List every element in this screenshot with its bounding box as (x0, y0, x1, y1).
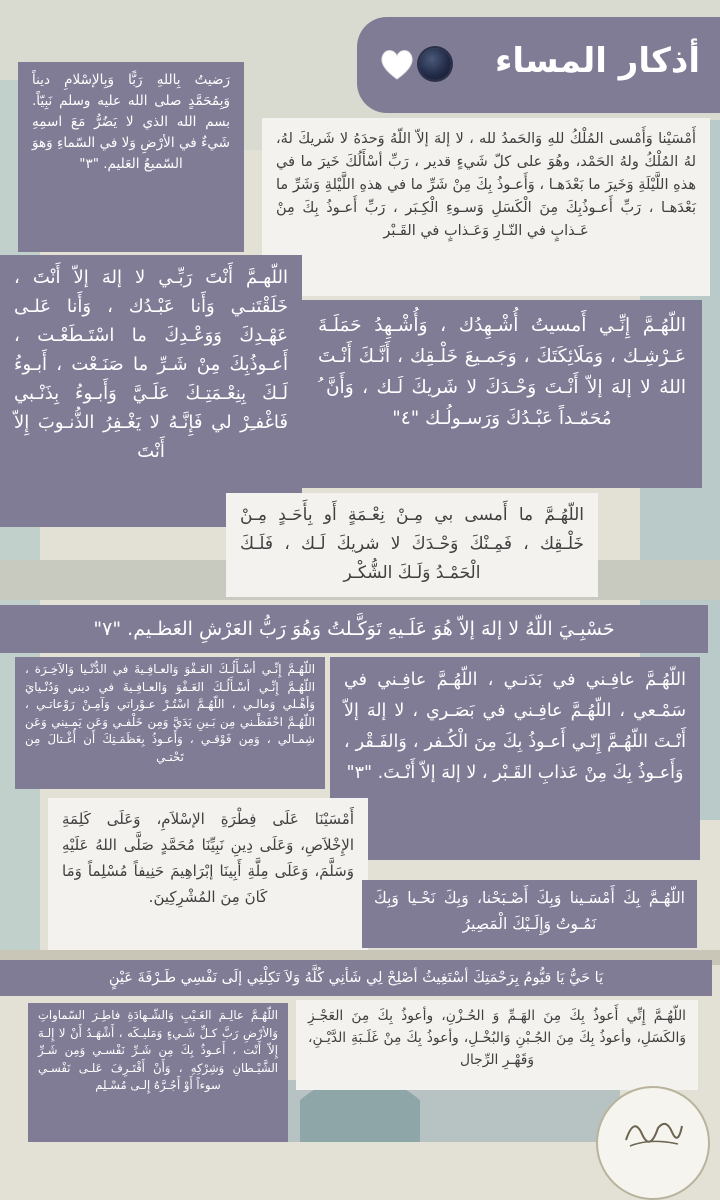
dhikr-card-bika-amsayna (362, 880, 697, 948)
dhikr-card-afini (330, 657, 700, 860)
dhikr-card-ushhiduk (302, 300, 702, 488)
dhikr-text: حَسْبِـيَ اللّهُ لا إلهَ إلاّ هُوَ عَلَـيهِ تَوَكَّـلتُ وَهُوَ رَبُّ العَرْشِ العَظـيم. "٧" (93, 618, 615, 640)
signature-stamp-icon (620, 1110, 686, 1150)
header-pill (357, 17, 720, 113)
dhikr-text: اللّهُـمَّ بِكَ أَمْسَـينا وَبِكَ أَصْـبَحْنا، وَبِكَ نَحْـيا وَبِكَ نَمُـوتُ وَإِلَـيْكَ الْمَصِيرُ (374, 889, 685, 933)
signature-badge (596, 1086, 710, 1200)
dhikr-card-hasbiyallah (0, 605, 708, 653)
dhikr-text: اللّهُـمَّ إِنِّي أَعوذُ بِكَ مِنَ الهَـمِّ وَ الحُـزْنِ، وأعوذُ بِكَ مِنَ العَجْـزِ وَالكَسَلِ، وأعوذُ بِكَ مِنَ الجُـبْنِ وَالبُخْـلِ، وأعوذُ بِكَ مِنْ غَلَـبَةِ الدَّيْـنِ، وَقَهْـرِ الرِّجال (308, 1008, 686, 1068)
moon-icon (419, 48, 451, 80)
dhikr-text: اللّهُـمَّ عالِـمَ الغَـيْبِ وَالشّـهادَةِ فاطِـرَ السّماواتِ وَالأرْضِ رَبَّ كـلِّ شَـيءٍ وَمَليـكَه ، أَشْهَـدُ أَنْ لا إِلـهَ إِلاّ أَنْت ، أَعـوذُ بِكَ مِن شَـرِّ نَفْسـي وَمِن شَـرِّ الشَّيْـطانِ وَشِرْكِهِ ، وَأَنْ أَقْتَـرِفَ عَلـى نَفْسـي سوءاً أَوْ أَجُـرَّهُ إِلـى مُسْـلِم (38, 1008, 278, 1092)
dhikr-card-ya-hayy (0, 960, 712, 996)
dhikr-text: يَا حَيُّ يَا قيُّومُ بِرَحْمَتِكَ أسْتَغِيثُ أصْلِحْ لِي شَأنِي كُلَّهُ وَلاَ تَكِلْنِي إلَى نَفْسِي طَـرْفَةَ عَيْنٍ (108, 970, 604, 986)
dhikr-card-al-afw (15, 657, 325, 789)
dhikr-text: اللّهُـمَّ إِنِّـي أَمسيتُ أُشْـهِدُك ، وَأُشْـهِدُ حَمَلَـةَ عَـرْشِـك ، وَمَلَائِكَتَكَ ، وَجَمـيعَ خَلْـقِك ، أَنَّـكَ أَنْـتَ اللهُ لا إلهَ إلاّ أَنْـتَ وَحْـدَكَ لا شَريكَ لَـك ، وَأَنَّ ُ مُحَمّـداً عَبْـدُكَ وَرَسـولُـك "٤" (318, 315, 686, 429)
page-title: أذكار المساء (494, 41, 700, 81)
dhikr-text: اللّهُـمَّ ما أَمسى بي مِـنْ نِعْـمَةٍ أَو بِأَحَـدٍ مِـنْ خَلْـقِك ، فَمِـنْكَ وَحْـدَكَ لا شريكَ لَـك ، فَلَـكَ الْحَمْـدُ وَلَـكَ الشُّكْـر (240, 505, 584, 583)
dhikr-text: اللّهُـمَّ عافِـني في بَدَنـي ، اللّهُـمَّ عافِـني في سَمْـعي ، اللّهُـمَّ عافِـني في بَصَـري ، لا إلهَ إلاّ أَنْـتَ اللّهُـمَّ إِنّـي أَعـوذُ بِكَ مِنَ الْكُـفر ، وَالفَـقْر ، وَأَعـوذُ بِكَ مِنْ عَذابِ القَـبْر ، لا إلهَ إلاّ أَنْـتَ. "٣" (344, 670, 686, 783)
dhikr-text: اللّهـمَّ أَنْتَ رَبِّـي لا إلهَ إلاّ أَنْتَ ، خَلَقْتَنـي وَأَنا عَبْـدُك ، وَأَنا عَلـى عَهْـدِكَ وَوَعْـدِكَ ما اسْتَـطَعْـت ، أَعـوذُبِكَ مِنْ شَـرِّ ما صَنَـعْت ، أَبـوءُ لَـكَ بِنِعْـمَتِـكَ عَلَـيَّ وَأَبـوءُ بِذَنْـبي فَاغْفـِرْ لي فَإِنَّـهُ لا يَغْـفِرُ الذُّنـوبَ إِلاّ أَنْتَ (14, 267, 288, 462)
dhikr-card-al-hamm (296, 1000, 698, 1090)
dhikr-text: أَمْسَيْنَا عَلَى فِطْرَةِ الإسْلاَمِ، وَعَلَى كَلِمَةِ الإِخْلاَصِ، وَعَلَى دِينِ نَبِيِّنَا مُحَمَّدٍ صَلَّى اللهُ عَلَيْهِ وَسَلَّمَ، وَعَلَى مِلَّةِ أَبِينَا إبْرَاهِيمَ حَنِيفاً مُسْلِماً وَمَا كَانَ مِنَ المُشْرِكِينَ. (62, 810, 354, 906)
dhikr-card-amsayna (262, 118, 710, 296)
dhikr-card-fitrat-al-islam (48, 798, 368, 950)
dhikr-text: رَضيتُ بِاللهِ رَبًّا وَبِالإسْلامِ ديناً وَبِمُحَمَّدٍ صلى الله عليه وسلم نَبِيّاً. بسم الله الذي لا يَضُرُّ مَعَ اسمِهِ شَيءٌ في الأرْضِ وَلا في السّماءِ وَهوَ السّميعُ العَليم. "٣" (32, 72, 230, 172)
dhikr-card-radiitu (18, 62, 244, 252)
dhikr-card-sayyid-al-istighfar (0, 255, 302, 527)
dhikr-text: اللّهُـمَّ إِنِّـي أسْـأَلُـكَ العَـفْوَ وَالعـافِـيةَ في الدُّنْـيا وَالآخِـرَة ، اللّهُـمَّ إِنِّـي أسْـأَلُـكَ العَـفْوَ وَالعـافِـيةَ في ديني وَدُنْـيايَ وَأهْـلي وَمالـي ، اللّهُـمَّ اسْتُـرْ عـوْراتي وَآمِـنْ رَوْعاتـي ، اللّهُـمَّ احْفَظْـني مِن بَـينِ يَدَيَّ وَمِن خَلْفـي وَعَن يَمـيني وَعَن شِمـالي ، وَمِن فَوْقـي ، وَأَعـوذُ بِعَظَمَـتِكَ أَن أُغْـتالَ مِن تَحْتـي (25, 662, 315, 764)
dhikr-card-alim-al-ghayb (28, 1003, 288, 1142)
dhikr-text: أَمْسَيْنا وَأَمْسى المُلْكُ للهِ وَالحَمدُ لله ، لا إلهَ إلاّ اللّهُ وَحدَهُ لا شَريكَ لهُ، لهُ المُلْكُ ولهُ الحَمْد، وهُوَ على كلّ شَيءٍ قدير ، رَبِّ أسْأَلُكَ خَيرَ ما في هذهِ اللَّيْلَةِ وَخَيرَ ما بَعْدَهـا ، وَأَعـوذُ بِكَ مِنْ شَرِّ ما في هذهِ اللَّيْلةِ وَشَرِّ ما بَعْدَهـا ، رَبِّ أَعـوذُبِكَ مِنَ الْكَسَلِ وَسـوءِ الْكِـبَر ، رَبِّ أَعـوذُ بِكَ مِنْ عَـذابٍ في النّـارِ وَعَـذابٍ في القَـبْر (276, 131, 696, 239)
dhikr-card-ma-amsa-bi (226, 493, 598, 597)
heart-icon (379, 47, 415, 81)
